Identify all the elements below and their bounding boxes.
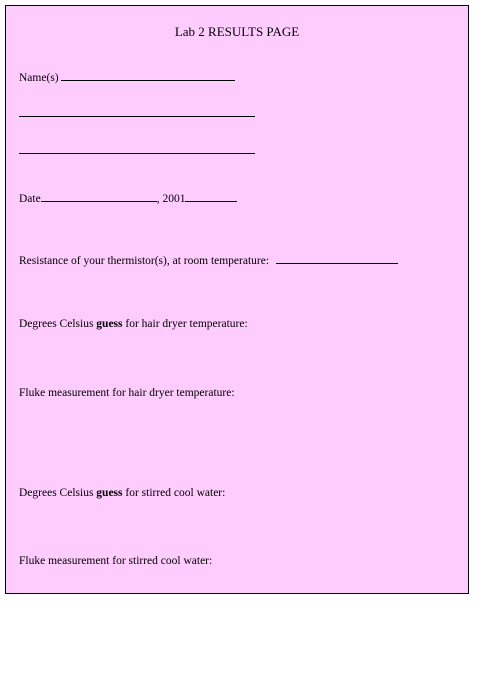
year-suffix-blank[interactable] — [185, 191, 237, 202]
names-blank-2[interactable] — [19, 106, 255, 117]
names-blank-3[interactable] — [19, 143, 255, 154]
cool-water-guess-suffix: for stirred cool water: — [122, 487, 226, 499]
names-line-2 — [19, 106, 255, 121]
date-label: Date — [19, 193, 41, 205]
names-line — [19, 70, 235, 85]
names-label: Name(s) — [19, 72, 59, 84]
page-title: Lab 2 RESULTS PAGE — [174, 24, 300, 39]
cool-water-fluke-line: Fluke measurement for stirred cool water: — [19, 555, 213, 567]
names-line-3 — [19, 143, 255, 158]
date-year: , 2001 — [156, 193, 186, 205]
cool-water-guess-line — [19, 486, 225, 500]
hair-dryer-guess-line — [19, 317, 248, 331]
hair-dryer-guess-prefix: Degrees Celsius — [19, 318, 97, 330]
thermistor-label: Resistance of your thermistor(s), at room temperature: — [19, 255, 270, 267]
hair-dryer-fluke-line: Fluke measurement for hair dryer temperature: — [19, 387, 235, 399]
results-page-frame — [5, 5, 469, 594]
thermistor-blank[interactable] — [276, 253, 398, 264]
cool-water-guess-bold: guess — [96, 487, 123, 499]
thermistor-line — [19, 253, 398, 268]
date-blank[interactable] — [41, 191, 157, 202]
cool-water-guess-prefix: Degrees Celsius — [19, 487, 97, 499]
names-blank-1[interactable] — [61, 70, 235, 81]
date-line — [19, 191, 237, 206]
hair-dryer-guess-suffix: for hair dryer temperature: — [122, 318, 248, 330]
hair-dryer-guess-bold: guess — [96, 318, 123, 330]
